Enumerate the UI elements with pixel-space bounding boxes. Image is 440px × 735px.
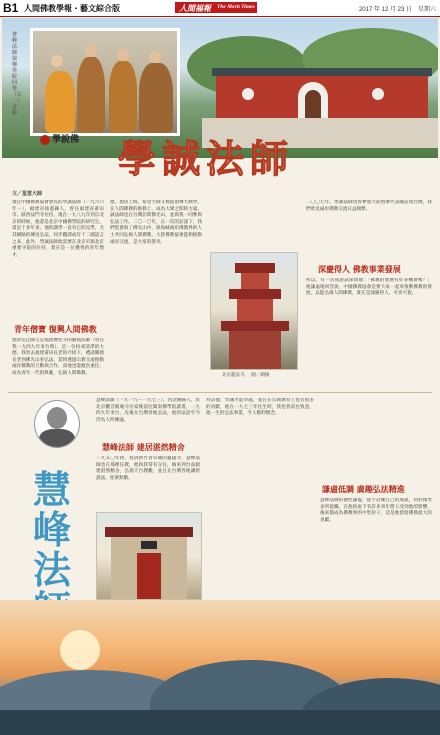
monk-head xyxy=(85,45,97,57)
monk-head xyxy=(51,55,63,67)
pagoda-photo xyxy=(210,252,298,370)
monk-figure xyxy=(77,57,105,133)
temple-roof xyxy=(212,68,432,76)
monk-head xyxy=(117,49,129,61)
sunset-landscape-image xyxy=(0,600,440,735)
section-logo xyxy=(40,132,79,145)
article-column-1b: 他的信止師父是福建廣化寺的圓拙法師（曾任我一九四九年來台時），是一位持戒清淨的大德，我曾去福建莆田長老的介紹下，禮請圓拙長老到佛光山來弘法，當時透過宗教交流推動兩岸佛教的互動與合作，而他也能擔負重任，成為青年一代的典範，弘揚人間佛教。 xyxy=(12,338,104,376)
photo-caption-vertical: 慧峰法師與佛學院同學（左一）合影 xyxy=(12,32,23,116)
portrait-body xyxy=(39,429,75,448)
newspaper-logo xyxy=(175,2,257,13)
article-column-2: 他，現居上海，希望大師又被提倡聲大興學，在人間佛教的推動上，成為大眾之間的力量。誠法師也在台灣訪問佛光山，並與我一同參與弘法工作。二〇一〇年，在一次的訪談下，我們集會與了佛光山中，與海峽兩岸佛教界的人士共同弘揚人間佛教，大陸佛教協會能夠推動兩岸交流，是大家的榮幸。 xyxy=(110,200,202,245)
monk-figure xyxy=(139,63,173,133)
gate-roof xyxy=(105,527,193,537)
article-byline: 文／星雲大師 xyxy=(12,191,43,197)
foreground xyxy=(0,710,440,735)
temple-window xyxy=(372,88,384,100)
brand-english: The Merit Times xyxy=(217,4,255,10)
article-column-3: 二〇〇七年，學誠法師也曾參加大陸僧眾代表團訪問台灣，我們欣見兩岸佛教交流日益頻繁。 xyxy=(306,200,432,212)
article-subhead: 深慶得人 佛教事業發展 xyxy=(318,265,401,274)
article2-subhead: 謙虛低調 廣趣弘法精進 xyxy=(322,485,405,494)
section-title: 人間佛教學報・藝文綜合版 xyxy=(24,4,120,13)
section-divider xyxy=(8,392,432,393)
pagoda-roof xyxy=(221,321,289,331)
article2-title: 慧峰法 xyxy=(32,467,71,592)
gate-door xyxy=(137,553,161,599)
article-subhead: 青年僧寶 復興人間佛教 xyxy=(14,325,97,334)
article2-subhead: 慧峰法師 建居湛然精舍 xyxy=(102,443,185,452)
pagoda-tier xyxy=(241,273,269,289)
article2-column-1b: 一九五〇年初，我到新竹青草湖的靈隱寺，慧峰法師也在那裡任教，他和我常有交往，後來到台南創建湛然精舍，弘揚天台教觀，並且在台灣各地講經說法，度眾無數。 xyxy=(96,456,200,481)
article2-column-1: 慧峰法師（一九一九－一九七三），河北饒陽人，於北京觀音殿庵寺出家後前往閩南佛學院讀書，一九四九年來台，先後在台灣各地弘法，他的法語至今仍為人所傳誦。 xyxy=(96,398,200,423)
pagoda-roof xyxy=(229,289,281,299)
gate-plaque xyxy=(141,541,157,549)
photo-caption: 北京龍泉寺。 圖／網摘 xyxy=(222,373,270,378)
article2-column-2b: 慧峰法師的個性謙虛，從不誇耀自己的成就，對於後學多所提攜，在他的座下有許多青年僧人受到他的影響，後來都成為佛教界的中堅份子，這是他留給佛教最大的貢獻。 xyxy=(320,498,432,523)
logo-icon xyxy=(40,135,50,145)
temple-door xyxy=(305,90,321,118)
portrait-head xyxy=(47,407,67,429)
article-title: 學誠法師 xyxy=(118,136,295,181)
page-header xyxy=(0,0,440,17)
monk-head xyxy=(149,51,161,63)
monks-photo xyxy=(30,28,180,136)
article-column-3b: 所以，有一次我說試探問他：「佛教的發展有好多機會嗎？」他謙虛地回答說，中國佛教協會是要大家一起來推動佛教的發展，以能弘揚人間佛教，實在是深慶得人，可喜可賀。 xyxy=(306,278,432,297)
pagoda-roof xyxy=(235,263,275,273)
monk-figure xyxy=(109,61,137,133)
logo-text: 學說佛 xyxy=(52,135,80,145)
page-number: B1 xyxy=(3,1,19,15)
article-column-1: 現任中國佛教協會會長的學誠法師（一九六六年－），福建省仙遊縣人，曾任福建省莆田市、陝西法門寺住持，現在一九八九年到京北京的時候，他還是北京中國佛學院的研究生，還是十多年來，他的講學一直有它的見學，尤其網路的傳送弘法，同步翻譯成有十二國語言之多，此外，學誠法師他需要在北京市與北京重要寺院的住持，實在是一位優秀的青年僧才。 xyxy=(12,200,104,258)
pagoda-tier xyxy=(237,299,273,321)
portrait-photo xyxy=(34,400,80,448)
pagoda-base xyxy=(229,331,281,369)
issue-date: 2017 年 12 月 23 日 星期六 xyxy=(358,7,436,13)
monk-figure xyxy=(45,71,75,133)
article2-column-2: 拜訪他，學識才能卓越，並且在宗教教育上也有很多的貢獻，他在一九七三年往生時，我也曾前往致意，他一生的弘法事業，令人敬仰懷念。 xyxy=(206,398,314,417)
brand-chinese: 人間福報 xyxy=(179,4,211,13)
temple-gate-photo xyxy=(96,512,202,600)
temple-window xyxy=(242,88,254,100)
sun xyxy=(60,630,100,670)
